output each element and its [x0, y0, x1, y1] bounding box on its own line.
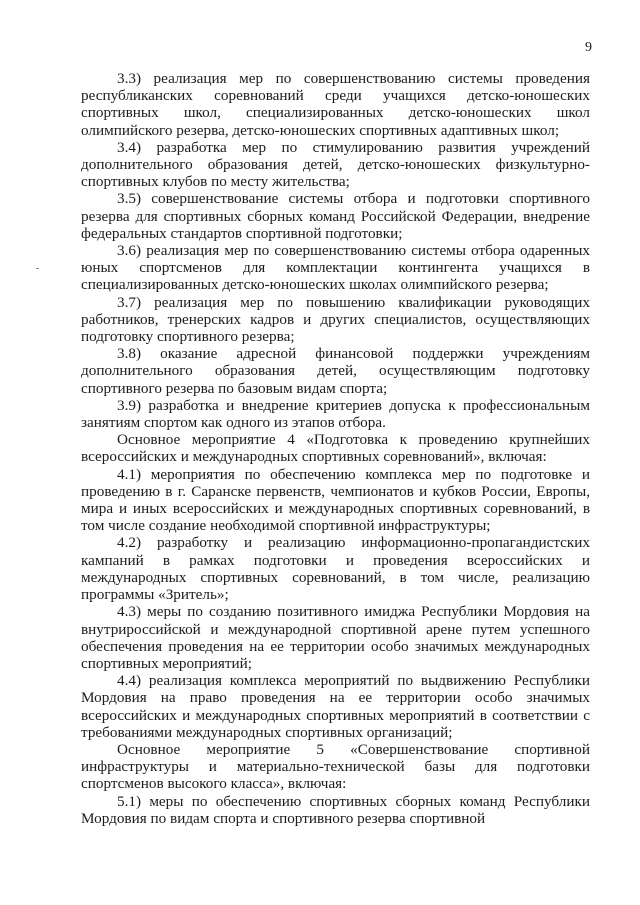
paragraph-3-9: 3.9) разработка и внедрение критериев допуска к профессиональным занятиям спортом как одного из этапов отбора. [81, 396, 590, 432]
paragraph-3-8: 3.8) оказание адресной финансовой поддержки учреждениям дополнительного образования детей, осуществляющим подготовку спортивного резерва по базовым видам спорта; [81, 345, 590, 397]
page-number: 9 [585, 40, 592, 55]
paragraph-3-4: 3.4) разработка мер по стимулированию развития учреждений дополнительного образования детей, детско-юношеских физкультурно-спортивных клубов по месту жительства; [81, 138, 590, 191]
paragraph-3-7: 3.7) реализация мер по повышению квалификации руководящих работников, тренерских кадров и других специалистов, осуществляющих подготовку спортивного резерва; [81, 293, 590, 346]
paragraph-3-5: 3.5) совершенствование системы отбора и подготовки спортивного резерва для спортивных сборных команд Российской Федерации, внедрение федеральных стандартов спортивной подготовки; [81, 190, 590, 242]
paragraph-4-2: 4.2) разработку и реализацию информационно-пропагандистских кампаний в рамках подготовки и проведения всероссийских и международных спортивных соревнований, в том числе, реализацию программы «Зритель»; [81, 534, 590, 604]
paragraph-3-3: 3.3) реализация мер по совершенствованию системы проведения республиканских соревнований среди учащихся детско-юношеских спортивных школ, специализированных детско-юношеских школ олимпийского резерва, детско-юношеских спортивных адаптивных школ; [81, 70, 590, 139]
margin-mark [36, 268, 39, 269]
document-body [81, 70, 590, 827]
main-activity-4-heading: Основное мероприятие 4 «Подготовка к проведению крупнейших всероссийских и международных спортивных соревнований», включая: [81, 431, 590, 466]
paragraph-4-4: 4.4) реализация комплекса мероприятий по выдвижению Республики Мордовия на право проведения на ее территории особо значимых всероссийских и международных спортивных мероприятий в соответствии с требованиями международных спортивных организаций; [81, 672, 590, 741]
paragraph-4-3: 4.3) меры по созданию позитивного имиджа Республики Мордовия на внутрироссийской и международной спортивной арене путем успешного обеспечения проведения на ее территории особо значимых международных спортивных мероприятий; [81, 603, 590, 672]
main-activity-5-heading: Основное мероприятие 5 «Совершенствование спортивной инфраструктуры и материально-технической базы для подготовки спортсменов высокого класса», включая: [81, 740, 590, 793]
paragraph-4-1: 4.1) мероприятия по обеспечению комплекса мер по подготовке и проведению в г. Саранске первенств, чемпионатов и кубков России, Европы, мира и иных всероссийских и международных спортивных соревнований, в том числе создание необходимой спортивной инфраструктуры; [81, 465, 590, 535]
paragraph-3-6: 3.6) реализация мер по совершенствованию системы отбора одаренных юных спортсменов для комплектации контингента учащихся в специализированных детско-юношеских школах олимпийского резерва; [81, 242, 590, 294]
paragraph-5-1: 5.1) меры по обеспечению спортивных сборных команд Республики Мордовия по видам спорта и спортивного резерва спортивной [81, 792, 590, 827]
